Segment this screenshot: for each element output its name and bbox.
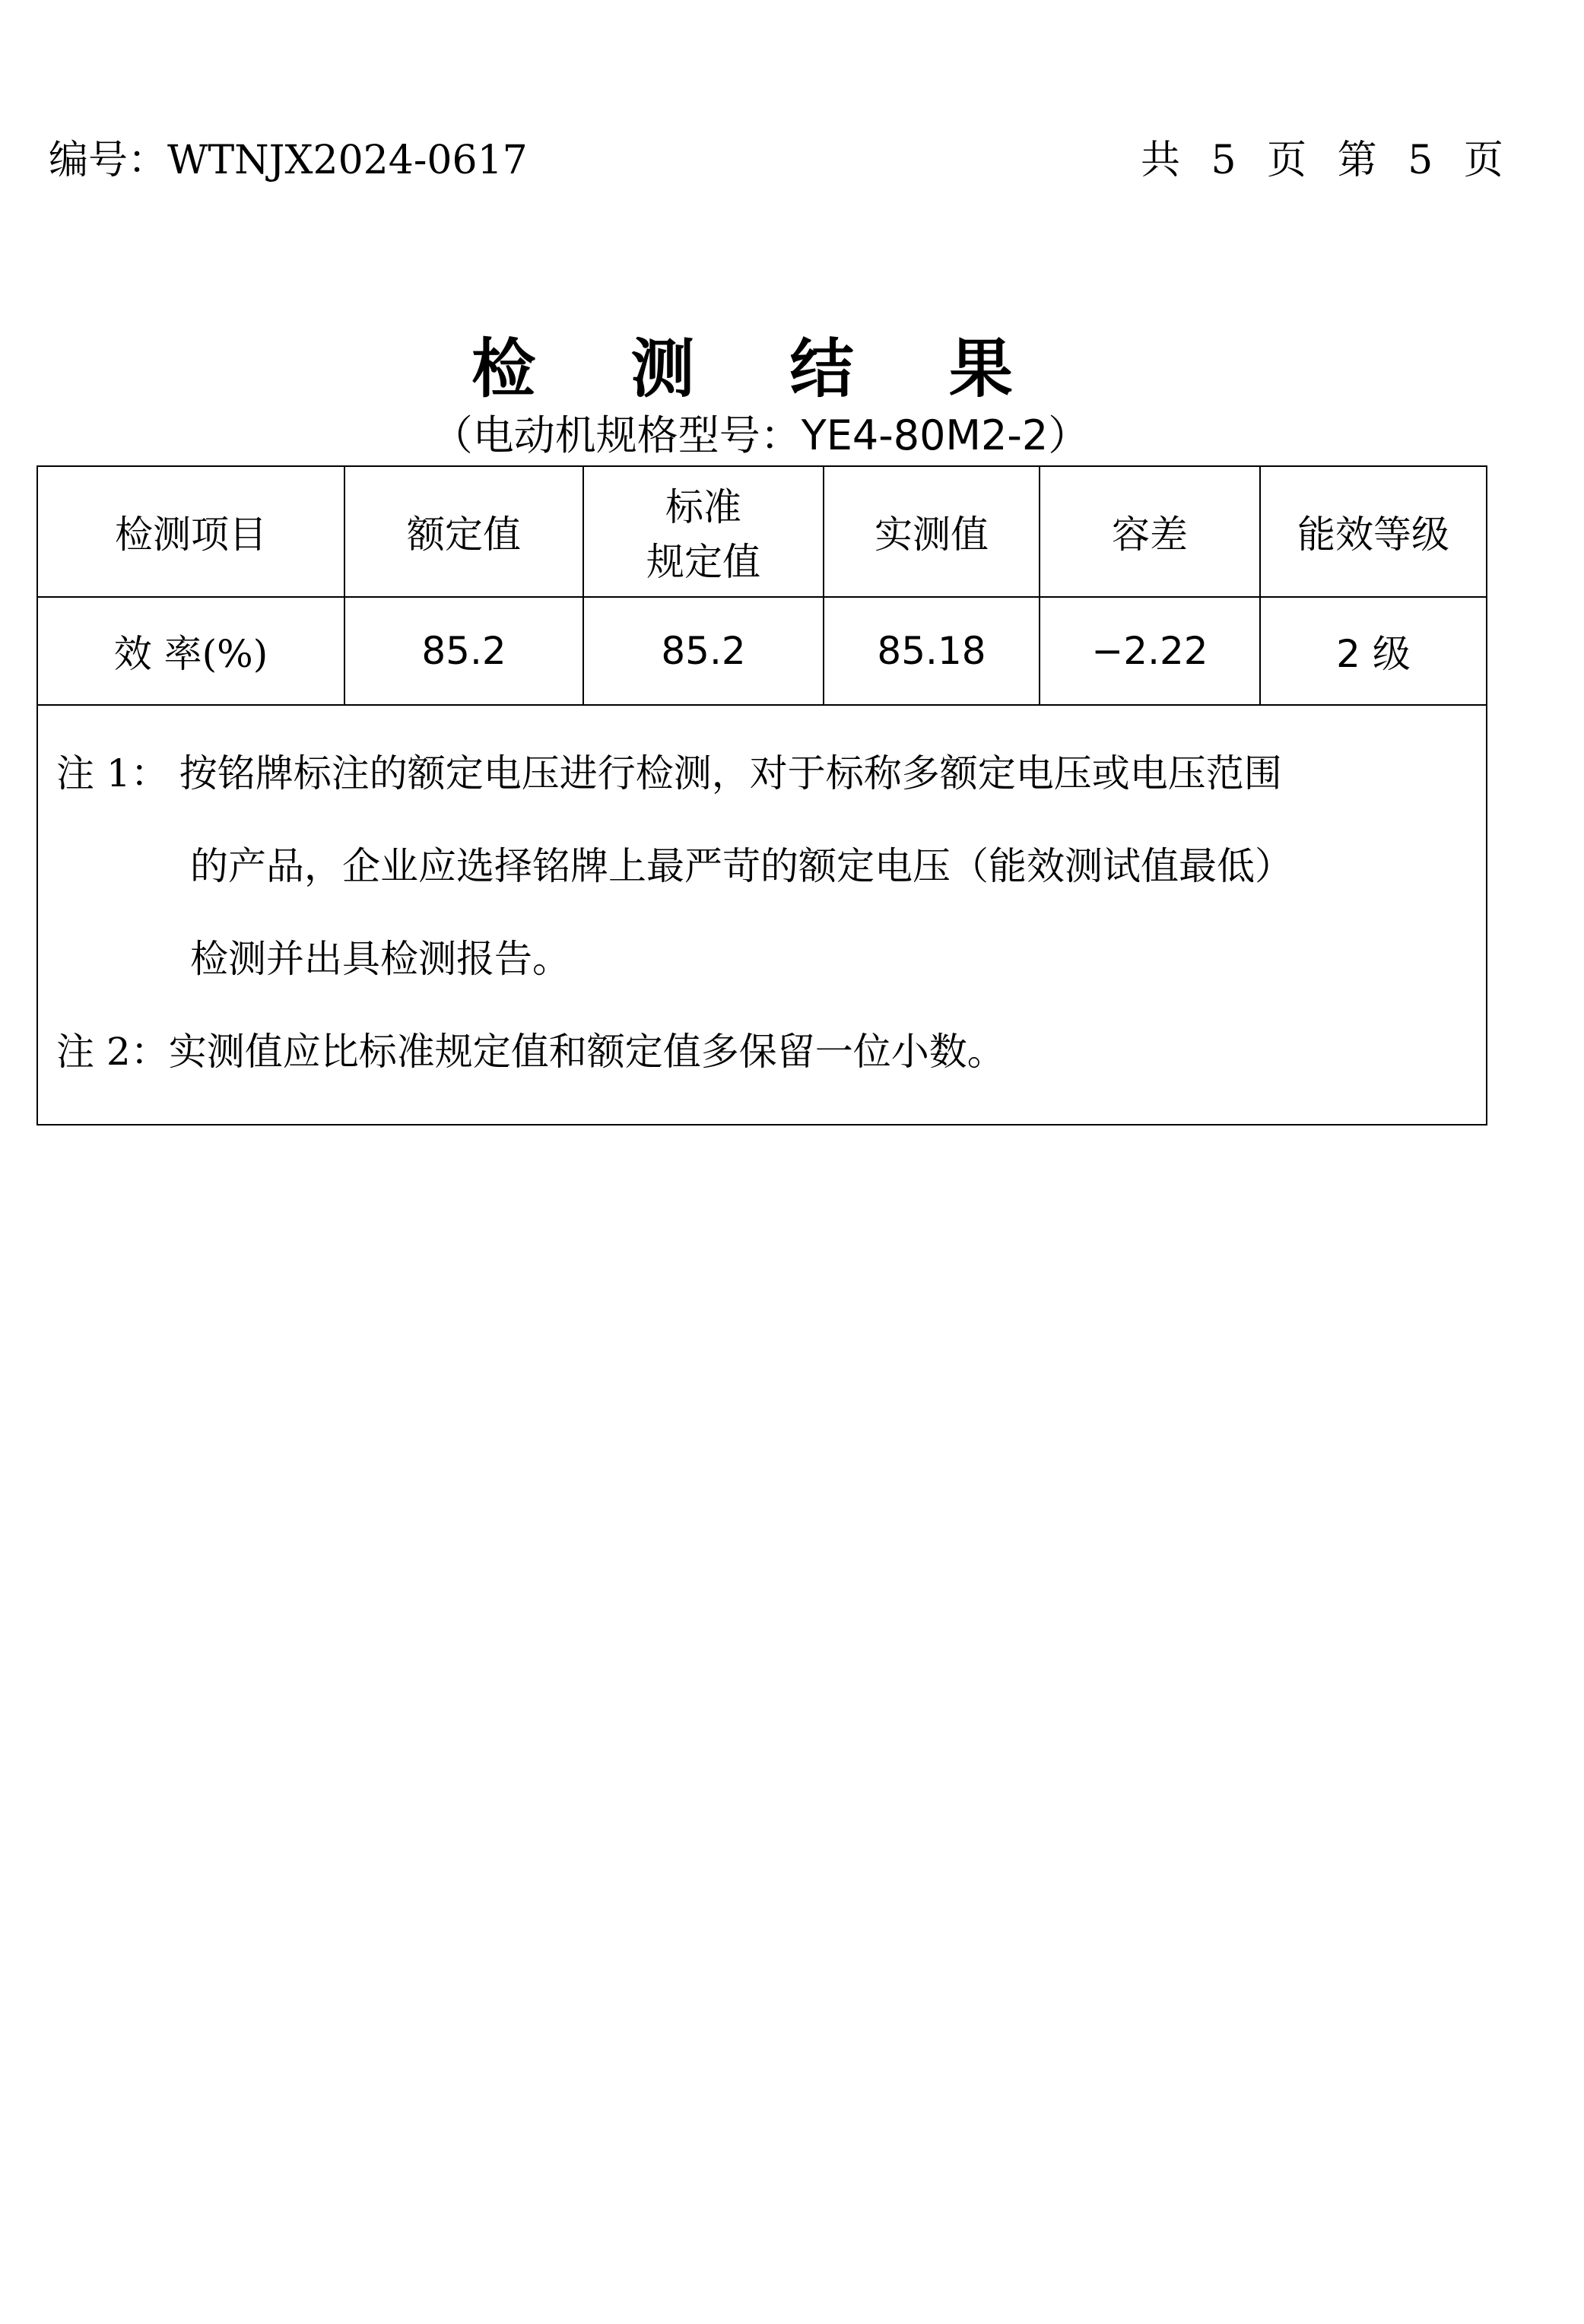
notes-cell — [37, 705, 1487, 1125]
note1-line3: 检测并出具检测报告。 — [190, 937, 570, 981]
report-number: 编号：WTNJX2024-0617 — [49, 138, 528, 183]
header-standard — [583, 466, 824, 597]
cell-measured: 85.18 — [824, 597, 1040, 705]
table-row — [37, 597, 1487, 705]
cell-rated: 85.2 — [344, 597, 583, 705]
header-measured: 实测值 — [824, 466, 1040, 597]
cell-tolerance: −2.22 — [1040, 597, 1260, 705]
header-rated: 额定值 — [344, 466, 583, 597]
page-title: 检 测 结 果 — [471, 332, 1049, 406]
model-subtitle: （电动机规格型号：YE4-80M2-2） — [431, 411, 1090, 459]
note1-text-1: 按铭牌标注的额定电压进行检测，对于标称多额定电压或电压范围 — [179, 751, 1282, 795]
header-item: 检测项目 — [37, 466, 344, 597]
header-standard-line1: 标准 — [665, 485, 741, 529]
note1-label: 注 1： — [56, 751, 169, 795]
header-tolerance: 容差 — [1040, 466, 1260, 597]
note1-line1 — [38, 727, 1486, 820]
header-grade: 能效等级 — [1260, 466, 1487, 597]
table-header-row — [37, 466, 1487, 597]
cell-standard: 85.2 — [583, 597, 824, 705]
cell-item: 效 率(%) — [37, 597, 344, 705]
note2-line — [38, 1005, 1486, 1098]
cell-grade: 2 级 — [1260, 597, 1487, 705]
note1-line2: 的产品，企业应选择铭牌上最严苛的额定电压（能效测试值最低） — [190, 844, 1293, 888]
note2-text: 实测值应比标准规定值和额定值多保留一位小数。 — [168, 1030, 1005, 1074]
note2-label: 注 2： — [56, 1030, 169, 1074]
page-info: 共 5 页 第 5 页 — [1141, 138, 1513, 183]
results-table — [37, 465, 1487, 1125]
notes-row — [37, 705, 1487, 1125]
header-standard-line2: 规定值 — [646, 540, 760, 584]
